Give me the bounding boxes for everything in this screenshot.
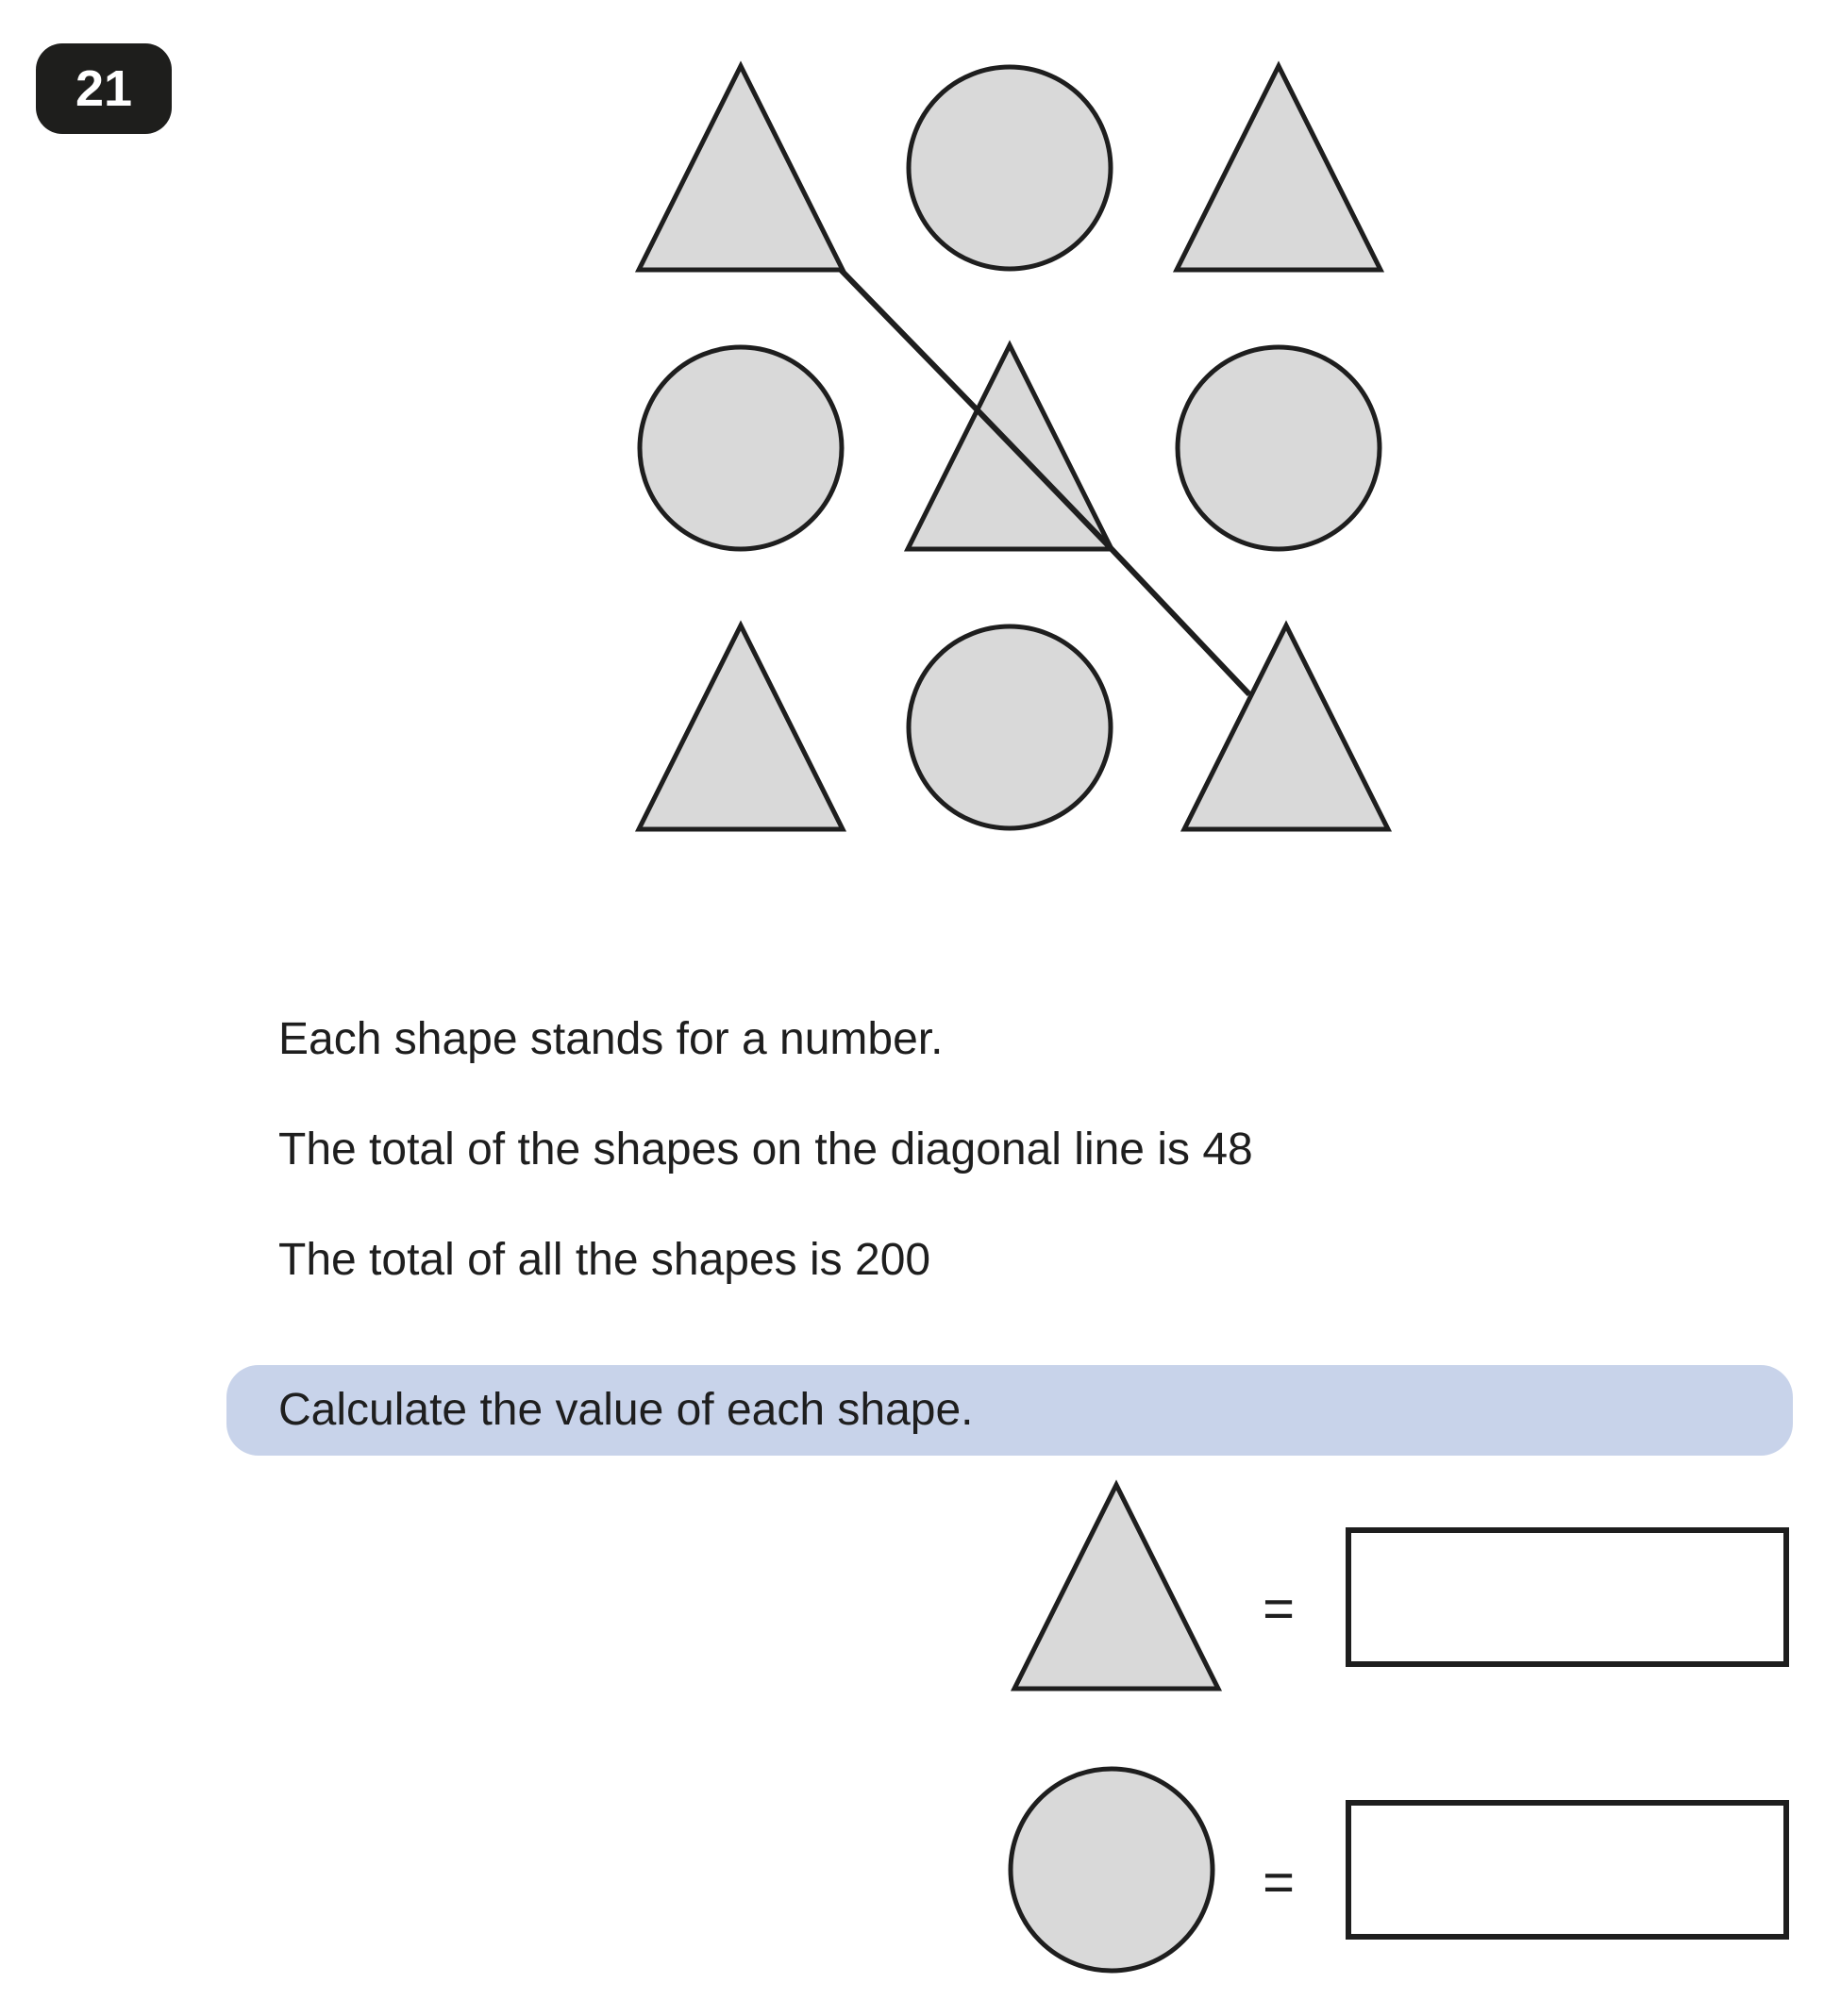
- triangle-r3-c3: [1184, 625, 1388, 829]
- diagonal-line: [840, 269, 1249, 694]
- circle-answer-box[interactable]: [1346, 1800, 1789, 1940]
- triangle-r3-c1: [639, 625, 843, 829]
- triangle-r1-c1: [639, 66, 843, 270]
- shape-grid: [639, 66, 1388, 829]
- circle-r1-c2: [909, 67, 1111, 269]
- instruction-band: [226, 1365, 1793, 1456]
- question-number-badge: 21: [36, 43, 172, 134]
- circle-r3-c2: [909, 626, 1111, 828]
- statement-shapes-stand-for-numbers: Each shape stands for a number.: [278, 1014, 944, 1064]
- answer-triangle-shape: [1014, 1485, 1218, 1689]
- answer-shapes: [1011, 1485, 1218, 1971]
- statement-diagonal-total: The total of the shapes on the diagonal line is 48: [278, 1125, 1253, 1175]
- triangle-r1-c3: [1177, 66, 1381, 270]
- triangle-equals-sign: =: [1263, 1578, 1295, 1640]
- circle-equals-sign: =: [1263, 1852, 1295, 1913]
- answer-circle-shape: [1011, 1769, 1213, 1971]
- instruction-text: Calculate the value of each shape.: [278, 1385, 974, 1435]
- statement-overall-total: The total of all the shapes is 200: [278, 1235, 931, 1285]
- circle-r2-c3: [1178, 347, 1380, 549]
- circle-r2-c1: [640, 347, 842, 549]
- triangle-r2-c2: [908, 345, 1112, 549]
- triangle-answer-box[interactable]: [1346, 1527, 1789, 1667]
